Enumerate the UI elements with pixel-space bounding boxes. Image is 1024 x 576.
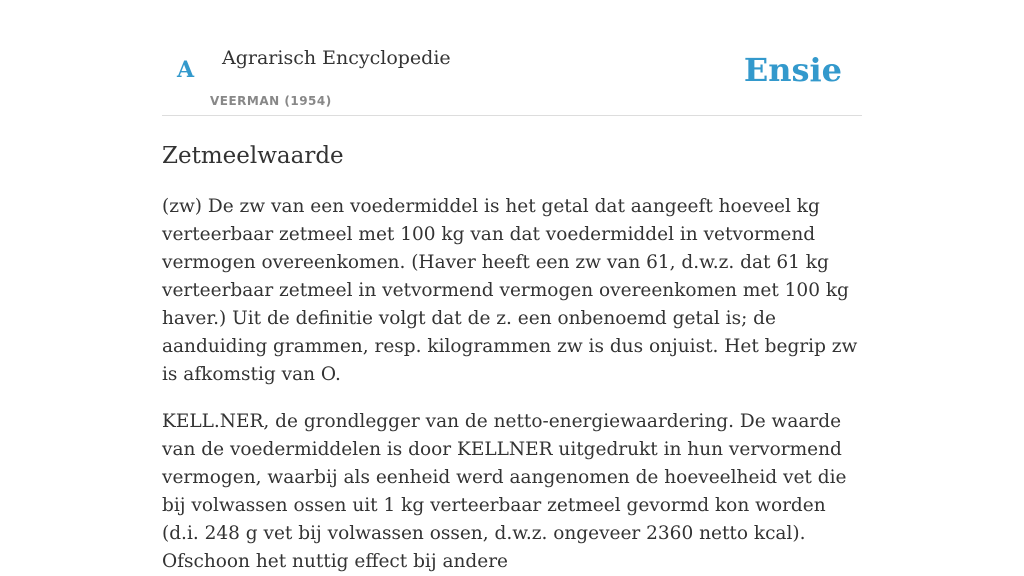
entry-title: Zetmeelwaarde [162,143,344,169]
entry-paragraph: (zw) De zw van een voedermiddel is het getal dat aangeeft hoeveel kg verteerbaar zetmeel met 100 kg van dat voedermiddel in vetvormend vermogen overeenkomen. (Haver heeft een zw van 61, d.w.z. dat 61 kg verteerbaar zetmeel in vetvormend vermogen overeenkomen met 100 kg haver.) Uit de definitie volgt dat de z. een onbenoemd getal is; de aanduiding grammen, resp. kilogrammen zw is dus onjuist. Het begrip zw is afkomstig van O. [162,196,858,385]
entry-paragraph: KELL.NER, de grondlegger van de netto-energiewaardering. De waarde van de voedermiddelen is door KELLNER uitgedrukt in hun vervormend vermogen, waarbij als eenheid werd aangenomen de hoeveelheid vet die bij volwassen ossen uit 1 kg verteerbaar zetmeel gevormd kon worden (d.i. 248 g vet bij volwassen ossen, d.w.z. ongeveer 2360 netto kcal). Ofschoon het nuttig effect bij andere [162,411,847,572]
book-header [162,0,862,116]
letter-index-link[interactable]: A [177,57,195,83]
ensie-logo-link[interactable]: Ensie [743,51,842,89]
book-title-link[interactable]: Agrarisch Encyclopedie [222,47,451,69]
page-container [162,0,862,576]
book-author-year: VEERMAN (1954) [210,94,332,108]
